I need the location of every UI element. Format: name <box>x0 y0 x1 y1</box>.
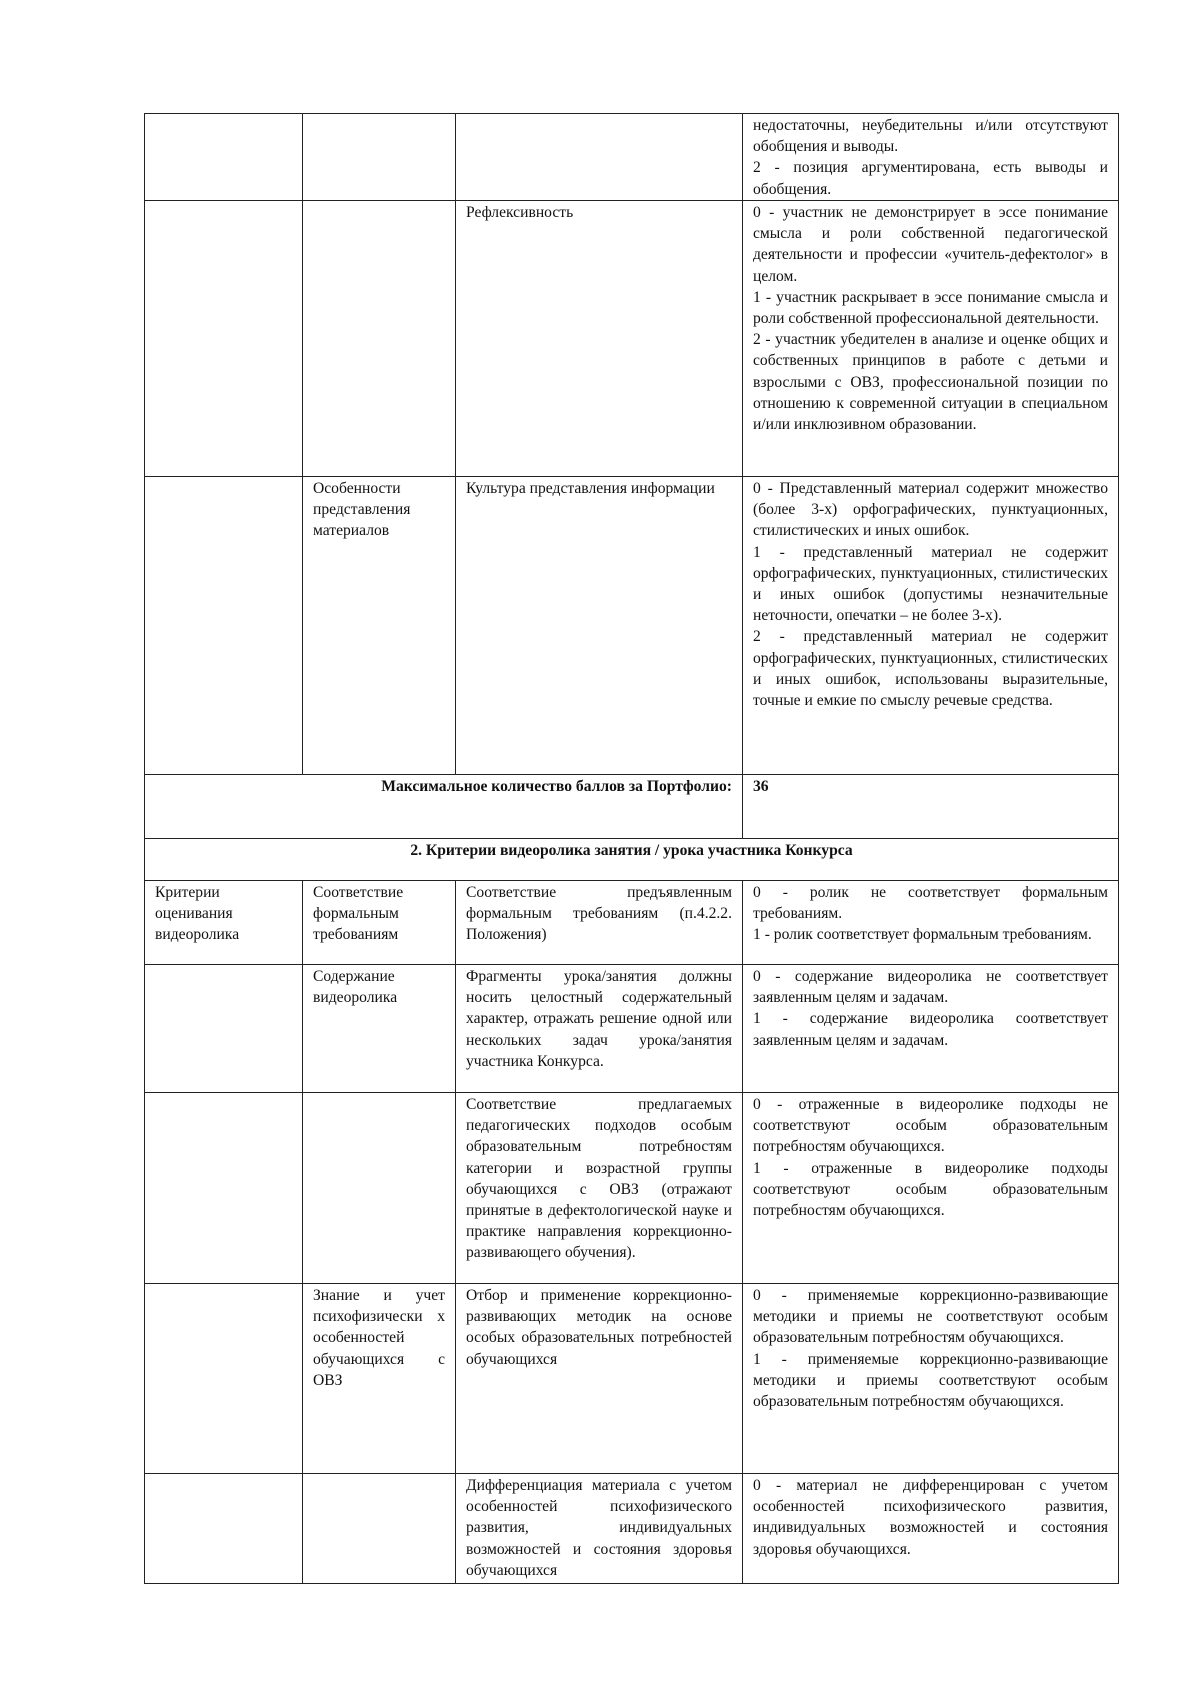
scoring-line: 2 - представленный материал не содержит орфографических, пунктуационных, стилистических и иных ошибок, использованы выразительные, точные и емкие по смыслу речевые средства. <box>753 628 1108 710</box>
scoring-line: 1 - содержание видеоролика соответствует заявленным целям и задачам. <box>753 1010 1108 1049</box>
cell-indicator <box>303 201 456 477</box>
scoring-line: 2 - позиция аргументирована, есть выводы и обобщения. <box>753 159 1108 198</box>
scoring-line: недостаточны, неубедительны и/или отсутствуют обобщения и выводы. <box>753 117 1108 156</box>
cell-subindicator <box>456 114 743 201</box>
cell-criterion <box>145 965 303 1093</box>
criteria-table <box>144 113 1119 1584</box>
max-score-label: Максимальное количество баллов за Портфолио: <box>145 775 743 839</box>
cell-criterion <box>145 477 303 775</box>
scoring-line: 1 - ролик соответствует формальным требованиям. <box>753 926 1092 944</box>
table-row <box>145 114 1119 201</box>
cell-indicator: Соответствие формальным требованиям <box>303 881 456 965</box>
table-row <box>145 1284 1119 1474</box>
table-row <box>145 881 1119 965</box>
cell-scoring <box>743 201 1119 477</box>
cell-scoring <box>743 477 1119 775</box>
cell-scoring <box>743 1474 1119 1584</box>
cell-subindicator: Соответствие предъявленным формальным требованиям (п.4.2.2. Положения) <box>456 881 743 965</box>
scoring-line: 0 - Представленный материал содержит множество (более 3-х) орфографических, пунктуационных, стилистических и иных ошибок. <box>753 480 1108 540</box>
cell-criterion <box>145 1093 303 1284</box>
scoring-line: 2 - участник убедителен в анализе и оценке общих и собственных принципов в работе с детьми и взрослыми с ОВЗ, профессиональной позиции по отношению к современной ситуации в специальном и/или инклюзивном образовании. <box>753 331 1108 434</box>
cell-criterion: Критерии оценивания видеоролика <box>145 881 303 965</box>
cell-scoring <box>743 114 1119 201</box>
scoring-line: 0 - ролик не соответствует формальным требованиям. <box>753 884 1108 923</box>
scoring-line: 0 - применяемые коррекционно-развивающие методики и приемы не соответствуют особым образовательным потребностям обучающихся. <box>753 1287 1108 1347</box>
scoring-line: 0 - участник не демонстрирует в эссе понимание смысла и роли собственной педагогической деятельности и профессии «учитель-дефектолог» в целом. <box>753 204 1108 285</box>
cell-scoring <box>743 965 1119 1093</box>
cell-subindicator: Фрагменты урока/занятия должны носить целостный содержательный характер, отражать решение одной или нескольких задач урока/занятия участника Конкурса. <box>456 965 743 1093</box>
cell-criterion <box>145 1474 303 1584</box>
cell-subindicator: Рефлексивность <box>456 201 743 477</box>
cell-indicator: Знание и учет психофизически х особенностей обучающихся с ОВЗ <box>303 1284 456 1474</box>
cell-subindicator: Дифференциация материала с учетом особенностей психофизического развития, индивидуальных возможностей и состояния здоровья обучающихся <box>456 1474 743 1584</box>
scoring-line: 0 - содержание видеоролика не соответствует заявленным целям и задачам. <box>753 968 1108 1007</box>
cell-indicator: Содержание видеоролика <box>303 965 456 1093</box>
cell-criterion <box>145 1284 303 1474</box>
table-row <box>145 477 1119 775</box>
scoring-line: 1 - участник раскрывает в эссе понимание смысла и роли собственной профессиональной деятельности. <box>753 288 1108 328</box>
cell-indicator <box>303 114 456 201</box>
table-row <box>145 1093 1119 1284</box>
cell-subindicator: Культура представления информации <box>456 477 743 775</box>
section-heading-row <box>145 839 1119 881</box>
cell-scoring <box>743 1093 1119 1284</box>
cell-subindicator: Отбор и применение коррекционно-развивающих методик на основе особых образовательных потребностей обучающихся <box>456 1284 743 1474</box>
cell-indicator: Особенности представления материалов <box>303 477 456 775</box>
cell-scoring <box>743 881 1119 965</box>
table-row <box>145 201 1119 477</box>
scoring-line: 0 - отраженные в видеоролике подходы не соответствуют особым образовательным потребностям обучающихся. <box>753 1096 1108 1156</box>
scoring-line: 1 - применяемые коррекционно-развивающие методики и приемы соответствуют особым образовательным потребностям обучающихся. <box>753 1350 1108 1411</box>
cell-indicator <box>303 1093 456 1284</box>
cell-scoring <box>743 1284 1119 1474</box>
max-score-row <box>145 775 1119 839</box>
cell-criterion <box>145 114 303 201</box>
table-row <box>145 1474 1119 1584</box>
cell-criterion <box>145 201 303 477</box>
scoring-line: 1 - отраженные в видеоролике подходы соответствуют особым образовательным потребностям обучающихся. <box>753 1159 1108 1220</box>
cell-indicator <box>303 1474 456 1584</box>
max-score-value: 36 <box>743 775 1119 839</box>
section-title: 2. Критерии видеоролика занятия / урока участника Конкурса <box>145 839 1119 881</box>
table-row <box>145 965 1119 1093</box>
scoring-line: 0 - материал не дифференцирован с учетом особенностей психофизического развития, индивидуальных возможностей и состояния здоровья обучающихся. <box>753 1477 1108 1558</box>
cell-subindicator: Соответствие предлагаемых педагогических подходов особым образовательным потребностям категории и возрастной группы обучающихся с ОВЗ (отражают принятые в дефектологической науке и практике направления коррекционно-развивающего обучения). <box>456 1093 743 1284</box>
scoring-line: 1 - представленный материал не содержит орфографических, пунктуационных, стилистических и иных ошибок (допустимы незначительные неточности, опечатки – не более 3-х). <box>753 543 1108 625</box>
